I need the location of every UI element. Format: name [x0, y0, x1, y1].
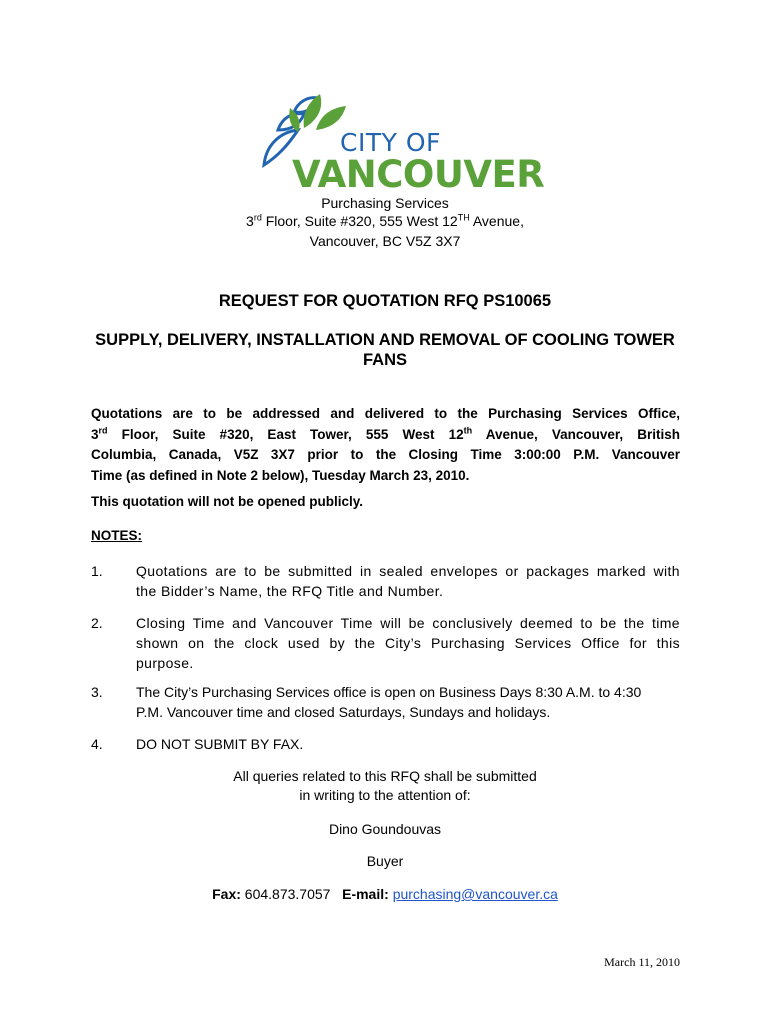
- address-street: Floor, Suite #320, 555 West 12: [261, 213, 458, 229]
- not-opened-publicly-text: This quotation will not be opened publicly.: [91, 494, 363, 509]
- address-floor-suffix: rd: [253, 212, 262, 223]
- address-street-suffix: TH: [457, 212, 470, 223]
- rfq-title: REQUEST FOR QUOTATION RFQ PS10065: [218, 292, 552, 310]
- fax-number: 604.873.7057: [240, 886, 331, 902]
- instructions-city: Avenue, Vancouver, British: [472, 426, 681, 442]
- notes-heading: NOTES:: [91, 528, 143, 543]
- address-avenue: Avenue,: [469, 213, 524, 229]
- instructions-line-4: Time (as defined in Note 2 below), Tuesday March 23, 2010.: [91, 467, 470, 483]
- note-text: [136, 734, 680, 754]
- contact-name: Dino Goundouvas: [328, 821, 442, 837]
- note-line: purpose.: [136, 655, 194, 671]
- note-number: 4.: [91, 736, 103, 752]
- contact-role: Buyer: [366, 853, 404, 869]
- queries-line-2: in writing to the attention of:: [299, 787, 471, 803]
- subject-title-line-2: FANS: [362, 351, 407, 369]
- note-line: Quotations are to be submitted in sealed envelopes or packages marked with: [136, 563, 680, 579]
- email-label: E-mail:: [342, 886, 389, 902]
- address-line-1: [0, 213, 770, 229]
- document-date: March 11, 2010: [604, 955, 680, 969]
- note-number: 1.: [91, 563, 103, 579]
- note-line: P.M. Vancouver time and closed Saturdays, Sundays and holidays.: [136, 704, 551, 720]
- note-text: [136, 561, 680, 601]
- instructions-line-3: Columbia, Canada, V5Z 3X7 prior to the Closing Time 3:00:00 P.M. Vancouver: [91, 447, 680, 462]
- note-line: The City’s Purchasing Services office is open on Business Days 8:30 A.M. to 4:30: [136, 684, 642, 700]
- delivery-instructions: [91, 404, 680, 486]
- city-of-vancouver-logo: [258, 90, 545, 200]
- logo-city-of-text: CITY OF: [340, 128, 441, 157]
- department-name: Purchasing Services: [321, 195, 449, 211]
- subject-title-line-1: SUPPLY, DELIVERY, INSTALLATION AND REMOVAL OF COOLING TOWER: [95, 331, 675, 349]
- fax-label: Fax:: [212, 886, 241, 902]
- note-text: [136, 613, 680, 673]
- note-line: shown on the clock used by the City’s Purchasing Services Office for this: [136, 635, 680, 651]
- note-line: the Bidder’s Name, the RFQ Title and Number.: [136, 583, 444, 599]
- instructions-floor-number: 3: [91, 426, 99, 442]
- instructions-line-1: Quotations are to be addressed and delivered to the Purchasing Services Office,: [91, 406, 680, 421]
- instructions-street-suffix: th: [463, 425, 473, 435]
- note-line: DO NOT SUBMIT BY FAX.: [136, 736, 304, 752]
- note-number: 2.: [91, 615, 103, 631]
- instructions-line-2: [91, 425, 680, 446]
- logo-vancouver-text: VANCOUVER: [292, 153, 545, 196]
- note-number: 3.: [91, 684, 103, 700]
- queries-line-1: All queries related to this RFQ shall be submitted: [233, 768, 537, 784]
- address-line-2: Vancouver, BC V5Z 3X7: [309, 233, 461, 249]
- note-text: [136, 682, 680, 722]
- note-line: Closing Time and Vancouver Time will be conclusively deemed to be the time: [136, 615, 680, 631]
- address-floor-number: 3: [246, 213, 254, 229]
- contact-details: [0, 886, 770, 902]
- email-link[interactable]: purchasing@vancouver.ca: [392, 886, 558, 902]
- instructions-floor-suffix: rd: [98, 425, 108, 435]
- instructions-street: Floor, Suite #320, East Tower, 555 West 12: [107, 426, 464, 442]
